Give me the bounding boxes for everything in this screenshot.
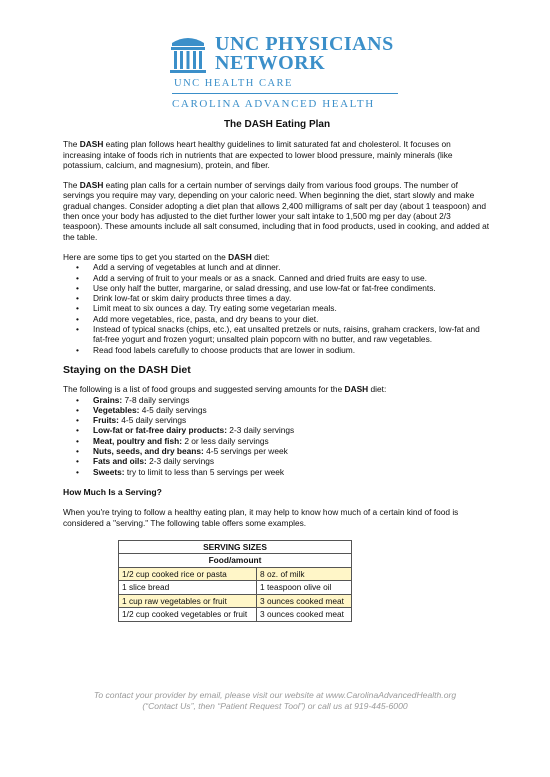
tip-item: • Limit meat to six ounces a day. Try eating some vegetarian meals. xyxy=(63,303,491,313)
logo-text-unc-health-care: UNC HEALTH CARE xyxy=(174,78,293,89)
tips-intro: Here are some tips to get you started on the DASH diet: xyxy=(63,251,270,262)
logo-text-network: NETWORK xyxy=(215,52,326,74)
tip-item: • Instead of typical snacks (chips, etc.), eat unsalted pretzels or nuts, raisins, graham crackers, low-fat and fat-free yogurt and frozen yogurt; unsalted plain popcorn with no butter, and raw vegetables. xyxy=(63,324,491,345)
table-subtitle: Food/amount xyxy=(119,554,352,568)
tip-item: • Read food labels carefully to choose products that are lower in sodium. xyxy=(63,345,491,355)
unc-physicians-network-logo xyxy=(168,31,408,111)
table-row xyxy=(119,581,352,595)
food-groups-intro: The following is a list of food groups and suggested serving amounts for the DASH diet: xyxy=(63,384,387,395)
food-group-item: • Fats and oils: 2-3 daily servings xyxy=(63,456,491,466)
table-cell: 1/2 cup cooked vegetables or fruit xyxy=(119,608,257,622)
tip-item: • Add more vegetables, rice, pasta, and dry beans to your diet. xyxy=(63,314,491,324)
food-group-item: • Meat, poultry and fish: 2 or less daily servings xyxy=(63,436,491,446)
logo-divider xyxy=(172,93,398,94)
food-group-item: • Sweets: try to limit to less than 5 servings per week xyxy=(63,467,491,477)
food-group-item: • Low-fat or fat-free dairy products: 2-3 daily servings xyxy=(63,425,491,435)
servings-paragraph: The DASH eating plan calls for a certain number of servings daily from various food groups. The number of servings you require may vary, depending on your caloric need. When beginning the diet, start slowly and make gradual changes. Consider adopting a diet plan that allows 2,400 milligrams of salt per day (about 1 teaspoon) and then once your body has adjusted to the diet further lower your salt intake to 1,500 mg per day (about 2/3 teaspoon). These amounts include all salt consumed, including that in food products, used in cooking, and added at the table. xyxy=(63,180,490,242)
contact-footer xyxy=(0,690,550,712)
tip-item: • Use only half the butter, margarine, or salad dressing, and use low-fat or fat-free condiments. xyxy=(63,283,491,293)
food-group-item: • Grains: 7-8 daily servings xyxy=(63,395,491,405)
tip-item: • Drink low-fat or skim dairy products three times a day. xyxy=(63,293,491,303)
table-title: SERVING SIZES xyxy=(119,540,352,554)
old-well-icon xyxy=(168,33,208,75)
serving-intro-paragraph: When you're trying to follow a healthy eating plan, it may help to know how much of a certain kind of food is considered a "serving." The following table offers some examples. xyxy=(63,507,459,528)
document-body xyxy=(63,120,491,622)
document-title: The DASH Eating Plan xyxy=(223,119,331,130)
logo-text-carolina-advanced-health: CAROLINA ADVANCED HEALTH xyxy=(172,98,375,110)
footer-line: (“Contact Us”, then “Patient Request Tool”) or call us at 919-445-6000 xyxy=(142,701,408,711)
table-cell: 8 oz. of milk xyxy=(257,567,352,581)
table-row xyxy=(119,567,352,581)
table-cell: 1 cup raw vegetables or fruit xyxy=(119,594,257,608)
food-groups-list xyxy=(63,395,491,477)
table-row xyxy=(119,594,352,608)
section-heading-serving: How Much Is a Serving? xyxy=(63,486,162,497)
table-cell: 3 ounces cooked meat xyxy=(257,594,352,608)
intro-paragraph: The DASH eating plan follows heart healthy guidelines to limit saturated fat and cholesterol. It focuses on increasing intake of foods rich in nutrients that are expected to lower blood pressure, mainly minerals (like potassium, calcium, and magnesium), protein, and fiber. xyxy=(63,139,453,170)
tips-list xyxy=(63,262,491,355)
tip-item: • Add a serving of fruit to your meals or as a snack. Canned and dried fruits are easy to use. xyxy=(63,273,491,283)
food-group-item: • Nuts, seeds, and dry beans: 4-5 servings per week xyxy=(63,446,491,456)
table-cell: 1 teaspoon olive oil xyxy=(257,581,352,595)
table-cell: 1/2 cup cooked rice or pasta xyxy=(119,567,257,581)
tip-item: • Add a serving of vegetables at lunch and at dinner. xyxy=(63,262,491,272)
logo-text-unc-physicians: UNC PHYSICIANS xyxy=(215,33,394,55)
section-heading-staying: Staying on the DASH Diet xyxy=(63,363,191,376)
serving-sizes-table xyxy=(118,540,352,622)
table-cell: 1 slice bread xyxy=(119,581,257,595)
table-row xyxy=(119,608,352,622)
footer-line: To contact your provider by email, please visit our website at www.CarolinaAdvancedHealth.org xyxy=(93,690,457,700)
food-group-item: • Fruits: 4-5 daily servings xyxy=(63,415,491,425)
table-cell: 3 ounces cooked meat xyxy=(257,608,352,622)
food-group-item: • Vegetables: 4-5 daily servings xyxy=(63,405,491,415)
